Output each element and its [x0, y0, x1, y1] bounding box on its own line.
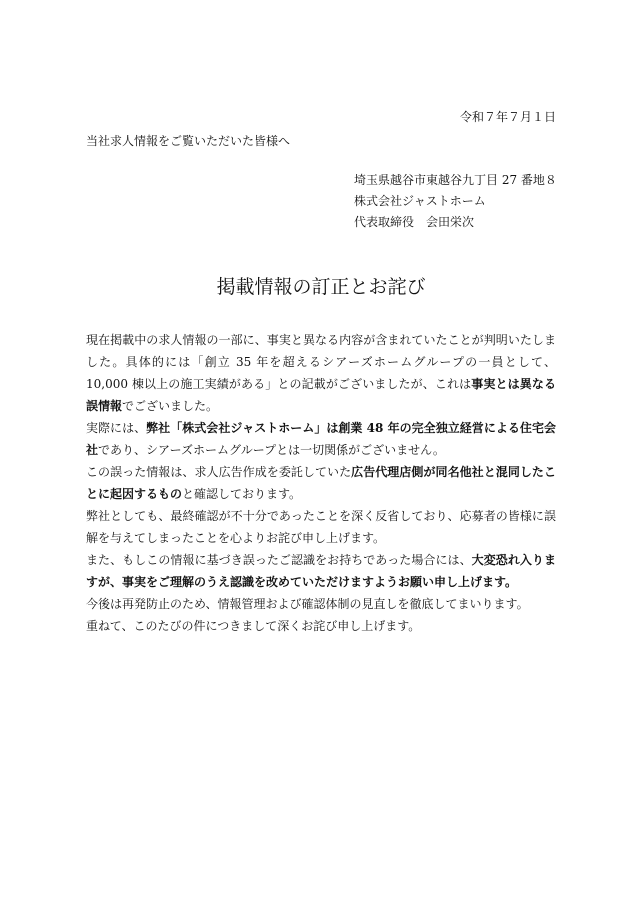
p3-text-c: と確認しております。	[182, 487, 302, 501]
sender-address: 埼玉県越谷市東越谷九丁目 27 番地８	[354, 173, 557, 187]
body-paragraph-3	[86, 461, 556, 505]
p2-text-c: であり、シアーズホームグループとは一切関係がございません。	[98, 443, 445, 457]
p1-emphasis: 事実とは異なる誤情報	[86, 377, 556, 413]
body-paragraph-1	[86, 329, 556, 417]
p1-text-c: でございました。	[122, 399, 219, 413]
p1-text-a: 現在掲載中の求人情報の一部に、事実と異なる内容が含まれていたことが判明いたしました。具体的には「創立 35 年を超えるシアーズホームグループの一員として、10,000 棟以上の施工実績がある」との記載がございましたが、これは	[86, 333, 556, 391]
sender-company: 株式会社ジャストホーム	[354, 194, 486, 208]
body-paragraph-7: 重ねて、このたびの件につきまして深くお詫び申し上げます。	[86, 619, 421, 633]
document-body	[86, 329, 556, 637]
document-date: 令和７年７月１日	[459, 110, 556, 124]
document-title: 掲載情報の訂正とお詫び	[216, 276, 426, 298]
p2-emphasis: 弊社「株式会社ジャストホーム」は創業 48 年の完全独立経営による住宅会社	[86, 421, 556, 457]
p5-text-a: また、もしこの情報に基づき誤ったご認識をお持ちであった場合には、	[86, 553, 472, 567]
sender-block	[354, 170, 557, 233]
body-paragraph-6: 今後は再発防止のため、情報管理および確認体制の見直しを徹底してまいります。	[86, 597, 529, 611]
p2-text-a: 実際には、	[86, 421, 147, 435]
body-paragraph-2	[86, 417, 556, 461]
sender-representative: 代表取締役 会田栄次	[354, 215, 475, 229]
body-paragraph-4: 弊社としても、最終確認が不十分であったことを深く反省しており、応募者の皆様に誤解を与えてしまったことを心よりお詫び申し上げます。	[86, 509, 556, 545]
p5-emphasis: 大変恐れ入りますが、事実をご理解のうえ認識を改めていただけますようお願い申し上げます。	[86, 553, 556, 589]
p3-emphasis: 広告代理店側が同名他社と混同したことに起因するもの	[86, 465, 556, 501]
body-paragraph-5	[86, 549, 556, 593]
addressee-line: 当社求人情報をご覧いただいた皆様へ	[86, 134, 291, 148]
p3-text-a: この誤った情報は、求人広告作成を委託していた	[86, 465, 352, 479]
